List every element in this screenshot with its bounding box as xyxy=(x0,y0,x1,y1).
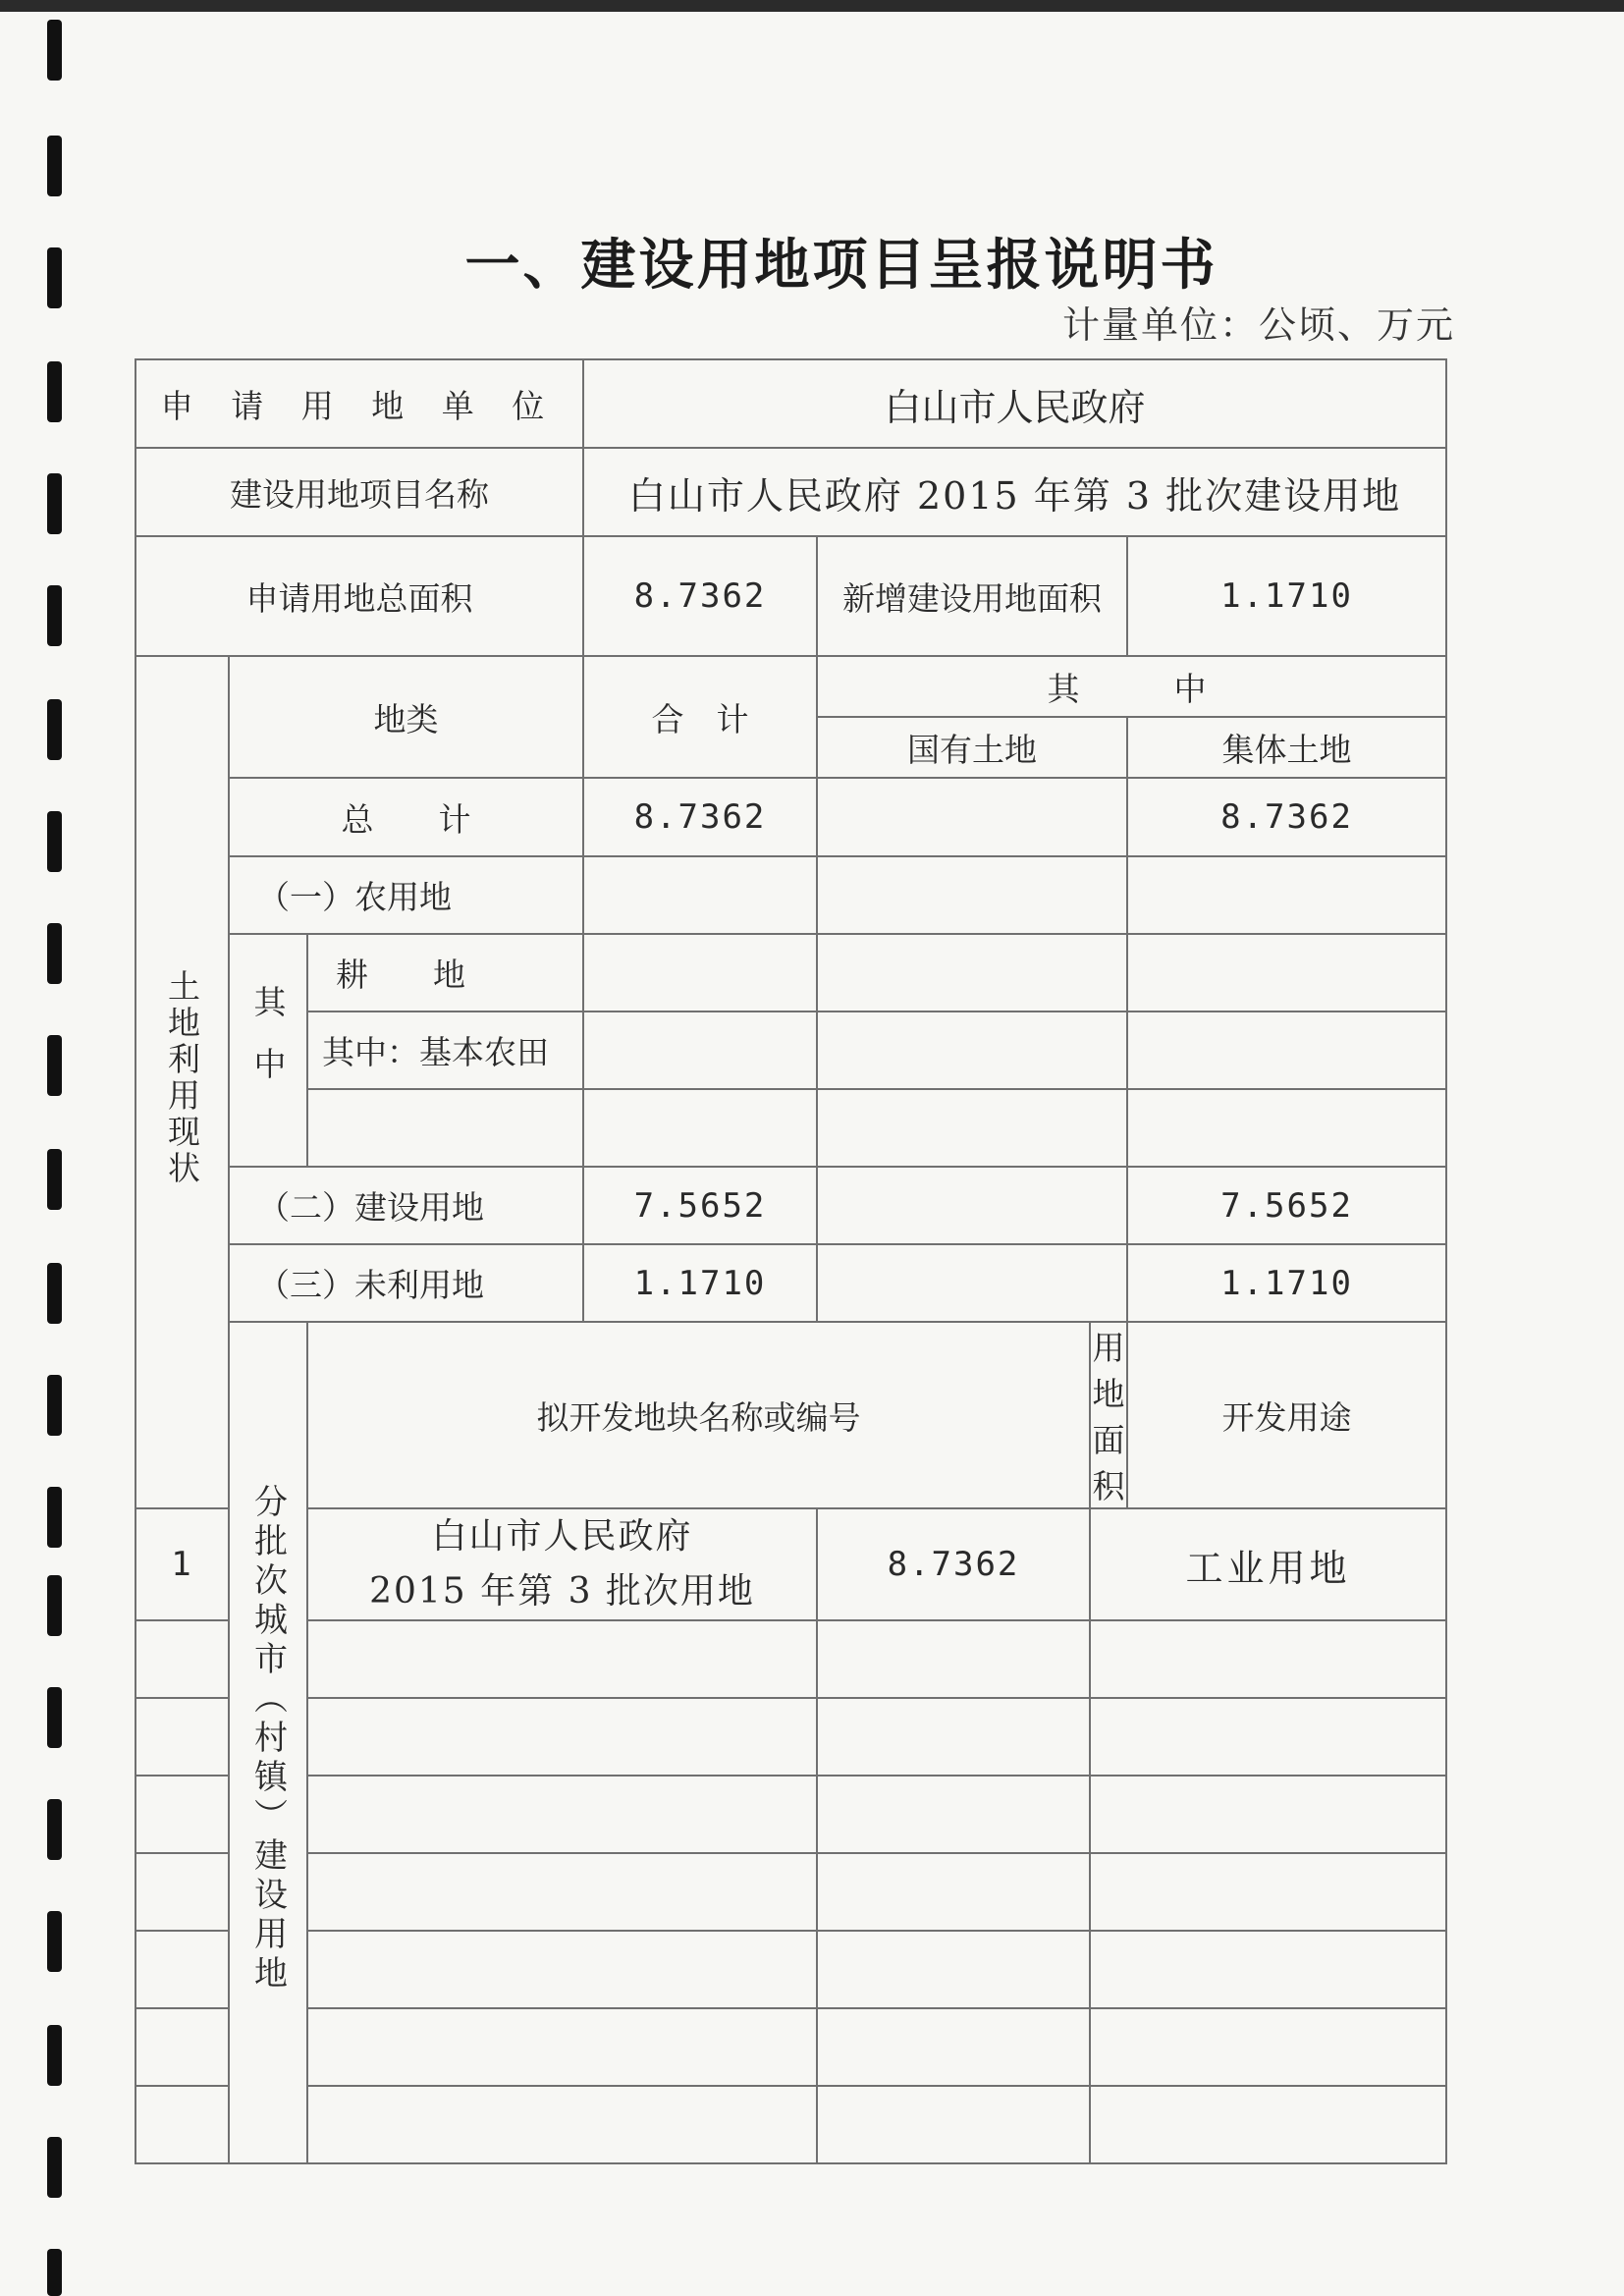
batch-row-use xyxy=(1090,1853,1446,1931)
project-name-value: 白山市人民政府 2015 年第 3 批次建设用地 xyxy=(583,448,1446,536)
batch-row-number xyxy=(135,1620,229,1698)
land-application-form xyxy=(135,358,1447,2164)
cell-collective: 8.7362 xyxy=(1127,778,1446,856)
batch-row-number xyxy=(135,2086,229,2163)
batch-row-number xyxy=(135,1698,229,1776)
row-label: 耕 地 xyxy=(307,934,583,1011)
of-which-label-cell xyxy=(229,934,307,1167)
batch-row xyxy=(135,1776,1446,1853)
batch-row-name-line1: 白山市人民政府 xyxy=(431,1516,693,1557)
batch-row-number xyxy=(135,1776,229,1853)
batch-row xyxy=(135,1853,1446,1931)
header-land-type: 地类 xyxy=(229,656,583,778)
cell-total xyxy=(583,856,817,934)
cell-total: 8.7362 xyxy=(583,778,817,856)
row-label: 其中：基本农田 xyxy=(307,1011,583,1089)
batch-row-area xyxy=(817,1776,1090,1853)
total-area-row xyxy=(135,536,1446,656)
binding-hole xyxy=(47,699,62,760)
binding-holes xyxy=(0,0,88,2296)
row-label: 总 计 xyxy=(229,778,583,856)
unit-label: 计量单位：公顷、万元 xyxy=(1061,303,1455,347)
binding-hole xyxy=(47,1263,62,1324)
batch-row-area xyxy=(817,1853,1090,1931)
batch-row-use xyxy=(1090,2086,1446,2163)
binding-hole xyxy=(47,1575,62,1636)
batch-row-area xyxy=(817,1931,1090,2008)
cell-total: 7.5652 xyxy=(583,1167,817,1244)
total-area-label: 申请用地总面积 xyxy=(135,536,583,656)
batch-row-name xyxy=(307,1698,817,1776)
batch-row-area xyxy=(817,2086,1090,2163)
applicant-row xyxy=(135,359,1446,448)
cell-collective xyxy=(1127,856,1446,934)
binding-hole xyxy=(47,2137,62,2198)
binding-hole xyxy=(47,1375,62,1436)
batch-row-area xyxy=(817,1620,1090,1698)
binding-hole xyxy=(47,20,62,81)
batch-row-area xyxy=(817,2008,1090,2086)
cell-state xyxy=(817,1167,1127,1244)
cell-total xyxy=(583,1011,817,1089)
row-label: （二）建设用地 xyxy=(229,1167,583,1244)
batch-row-use xyxy=(1090,1931,1446,2008)
applicant-value: 白山市人民政府 xyxy=(583,359,1446,448)
land-use-header-row xyxy=(135,656,1446,717)
of-which-label: 其中 xyxy=(248,984,288,1109)
row-label: （三）未利用地 xyxy=(229,1244,583,1322)
binding-hole xyxy=(47,2025,62,2086)
row-label xyxy=(307,1089,583,1167)
binding-hole xyxy=(47,136,62,196)
binding-hole xyxy=(47,1035,62,1096)
binding-hole xyxy=(47,473,62,534)
binding-hole xyxy=(47,1487,62,1548)
cell-collective: 7.5652 xyxy=(1127,1167,1446,1244)
cell-collective xyxy=(1127,1089,1446,1167)
batch-row-use xyxy=(1090,1698,1446,1776)
cell-collective xyxy=(1127,934,1446,1011)
header-plot-name: 拟开发地块名称或编号 xyxy=(307,1322,1090,1508)
land-use-row xyxy=(135,856,1446,934)
cell-state xyxy=(817,856,1127,934)
batch-row-name xyxy=(307,2086,817,2163)
cell-state xyxy=(817,1244,1127,1322)
cell-collective xyxy=(1127,1011,1446,1089)
batch-row-number xyxy=(135,1931,229,2008)
cell-total xyxy=(583,934,817,1011)
batch-row-name xyxy=(307,1508,817,1620)
batch-row-number xyxy=(135,2008,229,2086)
land-use-row xyxy=(135,1089,1446,1167)
batch-row-number: 1 xyxy=(135,1508,229,1620)
batch-row-use xyxy=(1090,2008,1446,2086)
binding-hole xyxy=(47,585,62,646)
header-plot-area: 用地面积 xyxy=(1090,1322,1127,1508)
cell-total xyxy=(583,1089,817,1167)
header-of-which: 其 中 xyxy=(817,656,1446,717)
cell-total: 1.1710 xyxy=(583,1244,817,1322)
project-name-row xyxy=(135,448,1446,536)
binding-hole xyxy=(47,1149,62,1210)
batch-row-area: 8.7362 xyxy=(817,1508,1090,1620)
batch-row xyxy=(135,1620,1446,1698)
binding-hole xyxy=(47,811,62,872)
batch-row-name xyxy=(307,1776,817,1853)
batch-row xyxy=(135,2008,1446,2086)
land-use-section-text: 土地利用现状 xyxy=(163,969,201,1187)
batch-row-name xyxy=(307,1931,817,2008)
cell-state xyxy=(817,1011,1127,1089)
new-area-label: 新增建设用地面积 xyxy=(817,536,1127,656)
project-name-label: 建设用地项目名称 xyxy=(135,448,583,536)
batch-row-use xyxy=(1090,1620,1446,1698)
header-collective-land: 集体土地 xyxy=(1127,717,1446,778)
batch-row-number xyxy=(135,1853,229,1931)
binding-hole xyxy=(47,1911,62,1972)
batch-row-name xyxy=(307,1853,817,1931)
cell-state xyxy=(817,1089,1127,1167)
batch-section-text: 分批次城市（村镇）建设用地 xyxy=(247,1483,288,1995)
binding-hole xyxy=(47,1687,62,1748)
batch-header-row xyxy=(135,1322,1446,1508)
applicant-label: 申 请 用 地 单 位 xyxy=(135,359,583,448)
land-use-row xyxy=(135,934,1446,1011)
batch-row xyxy=(135,2086,1446,2163)
cell-collective: 1.1710 xyxy=(1127,1244,1446,1322)
batch-row-use: 工业用地 xyxy=(1090,1508,1446,1620)
land-use-section-label xyxy=(135,656,229,1508)
row-label: （一）农用地 xyxy=(229,856,583,934)
binding-hole xyxy=(47,361,62,422)
batch-section-label xyxy=(229,1322,307,2163)
land-use-row xyxy=(135,1244,1446,1322)
header-plot-use: 开发用途 xyxy=(1127,1322,1446,1508)
binding-hole xyxy=(47,2249,62,2296)
binding-hole xyxy=(47,1799,62,1860)
cell-state xyxy=(817,778,1127,856)
batch-row-use xyxy=(1090,1776,1446,1853)
batch-row-name xyxy=(307,2008,817,2086)
land-use-row xyxy=(135,1011,1446,1089)
new-area-value: 1.1710 xyxy=(1127,536,1446,656)
batch-row-name xyxy=(307,1620,817,1698)
cell-state xyxy=(817,934,1127,1011)
batch-row xyxy=(135,1698,1446,1776)
total-area-value: 8.7362 xyxy=(583,536,817,656)
binding-hole xyxy=(47,923,62,984)
header-total: 合 计 xyxy=(583,656,817,778)
scan-top-edge xyxy=(0,0,1624,12)
land-use-row xyxy=(135,1167,1446,1244)
batch-row xyxy=(135,1508,1446,1620)
header-state-land: 国有土地 xyxy=(817,717,1127,778)
batch-row-area xyxy=(817,1698,1090,1776)
land-use-row xyxy=(135,778,1446,856)
batch-row-name-line2: 2015 年第 3 批次用地 xyxy=(369,1571,755,1612)
batch-row xyxy=(135,1931,1446,2008)
document-title: 一、建设用地项目呈报说明书 xyxy=(464,234,1218,298)
